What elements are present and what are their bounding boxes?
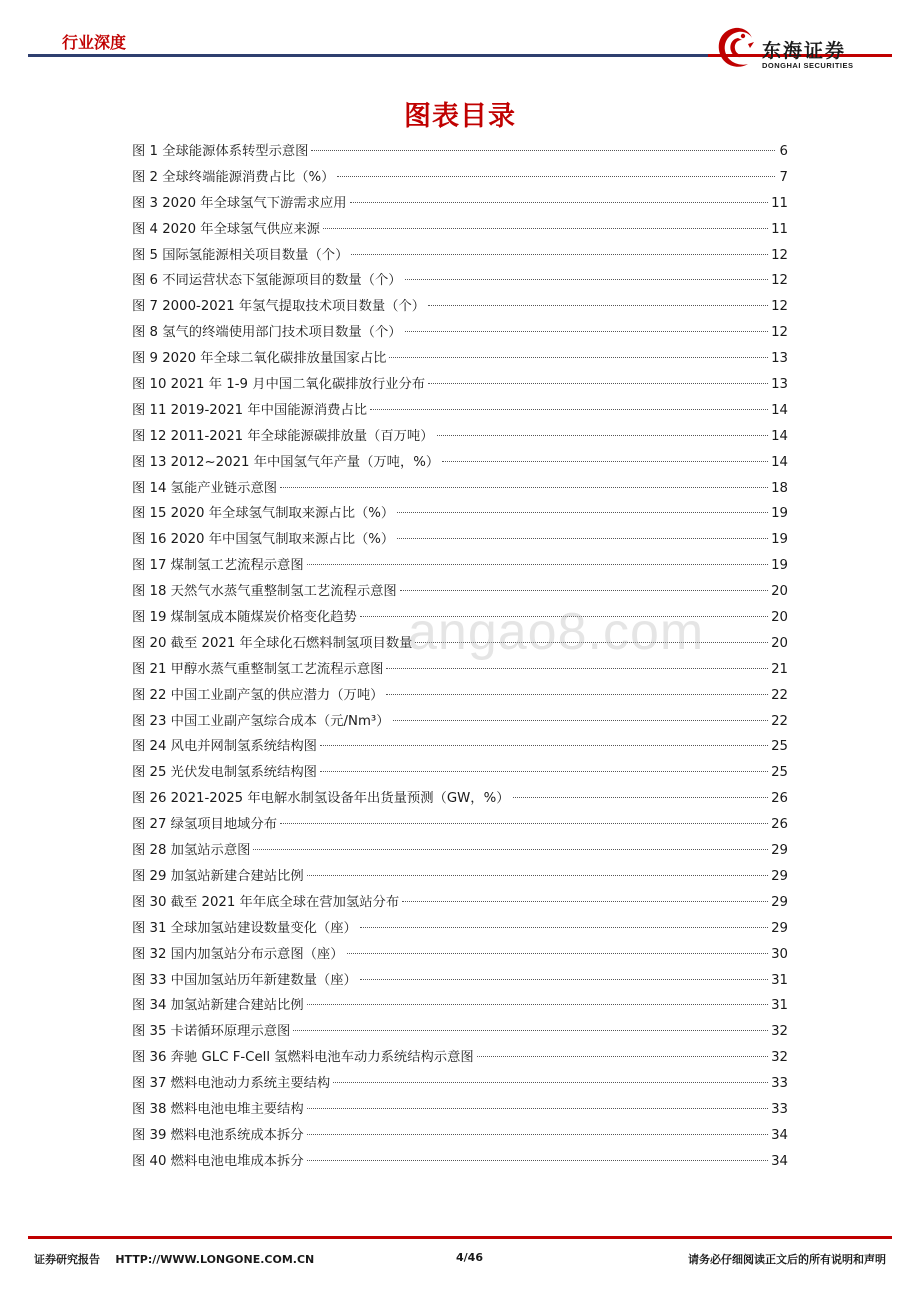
toc-entry-page[interactable]: 19 — [771, 532, 788, 548]
toc-entry-page[interactable]: 6 — [779, 144, 788, 159]
toc-dot-leader — [320, 771, 768, 772]
toc-entry[interactable] — [132, 865, 788, 891]
toc-dot-leader — [280, 487, 768, 488]
toc-dot-leader — [307, 875, 768, 876]
logo-chinese-name: 东海证券 — [762, 40, 847, 62]
toc-entry[interactable] — [132, 451, 788, 477]
toc-entry-page[interactable]: 18 — [771, 480, 788, 496]
toc-entry-label[interactable]: 图 28 加氢站示意图 — [132, 843, 251, 859]
toc-entry-page[interactable]: 33 — [771, 1101, 788, 1117]
toc-entry-page[interactable]: 29 — [771, 868, 788, 884]
toc-entry-label[interactable]: 图 16 2020 年中国氢气制取来源占比（%） — [132, 532, 395, 548]
company-logo — [712, 24, 892, 72]
toc-entry-page[interactable]: 14 — [771, 454, 788, 470]
toc-entry-label[interactable]: 图 35 卡诺循环原理示意图 — [132, 1024, 291, 1040]
toc-entry-page[interactable]: 33 — [771, 1076, 788, 1092]
toc-entry-page[interactable]: 25 — [771, 765, 788, 781]
toc-entry-label[interactable]: 图 22 中国工业副产氢的供应潜力（万吨） — [132, 687, 384, 703]
toc-dot-leader — [513, 797, 769, 798]
toc-entry[interactable] — [132, 580, 788, 606]
toc-dot-leader — [393, 720, 769, 721]
toc-entry[interactable] — [132, 969, 788, 995]
toc-dot-leader — [402, 901, 768, 902]
toc-dot-leader — [397, 538, 768, 539]
toc-entry[interactable] — [132, 917, 788, 943]
toc-entry-page[interactable]: 29 — [771, 843, 788, 859]
toc-entry-label[interactable]: 图 15 2020 年全球氢气制取来源占比（%） — [132, 506, 395, 522]
toc-entry-label[interactable]: 图 29 加氢站新建合建站比例 — [132, 868, 304, 884]
toc-entry-page[interactable]: 25 — [771, 739, 788, 755]
toc-entry-page[interactable]: 12 — [771, 247, 788, 263]
toc-entry[interactable] — [132, 684, 788, 710]
toc-entry[interactable] — [132, 813, 788, 839]
toc-dot-leader — [253, 849, 768, 850]
toc-dot-leader — [320, 745, 768, 746]
toc-dot-leader — [370, 409, 768, 410]
toc-entry-label[interactable]: 图 18 天然气水蒸气重整制氢工艺流程示意图 — [132, 584, 397, 600]
toc-entry-page[interactable]: 7 — [779, 169, 788, 185]
toc-entry-label[interactable]: 图 20 截至 2021 年全球化石燃料制氢项目数量 — [132, 635, 413, 651]
toc-entry-label[interactable]: 图 27 绿氢项目地域分布 — [132, 817, 278, 833]
toc-entry-label[interactable]: 图 6 不同运营状态下氢能源项目的数量（个） — [132, 273, 402, 289]
toc-entry-page[interactable]: 22 — [771, 687, 788, 703]
toc-dot-leader — [350, 202, 769, 203]
toc-entry-page[interactable]: 32 — [771, 1024, 788, 1040]
toc-entry-page[interactable]: 32 — [771, 1050, 788, 1066]
toc-entry-label[interactable]: 图 10 2021 年 1-9 月中国二氧化碳排放行业分布 — [132, 377, 426, 393]
logo-english-name: DONGHAI SECURITIES — [762, 61, 854, 70]
toc-dot-leader — [337, 176, 775, 177]
page-title: 图表目录 — [404, 101, 516, 132]
toc-entry[interactable] — [132, 295, 788, 321]
toc-entry[interactable] — [132, 218, 788, 244]
toc-dot-leader — [280, 823, 768, 824]
toc-dot-leader — [428, 305, 768, 306]
toc-entry[interactable] — [132, 321, 788, 347]
toc-entry-page[interactable]: 11 — [771, 221, 788, 237]
toc-entry-page[interactable]: 29 — [771, 920, 788, 936]
toc-entry-label[interactable]: 图 40 燃料电池电堆成本拆分 — [132, 1153, 304, 1169]
toc-entry[interactable] — [132, 477, 788, 503]
toc-entry-label[interactable]: 图 9 2020 年全球二氧化碳排放量国家占比 — [132, 351, 387, 367]
toc-dot-leader — [307, 1134, 768, 1135]
toc-entry[interactable] — [132, 140, 788, 166]
toc-dot-leader — [311, 150, 775, 151]
toc-entry-page[interactable]: 22 — [771, 713, 788, 729]
toc-entry-page[interactable]: 34 — [771, 1127, 788, 1143]
toc-entry-label[interactable]: 图 3 2020 年全球氢气下游需求应用 — [132, 195, 347, 211]
toc-entry-page[interactable]: 30 — [771, 946, 788, 962]
toc-entry-label[interactable]: 图 4 2020 年全球氢气供应来源 — [132, 221, 320, 237]
toc-dot-leader — [428, 383, 768, 384]
toc-dot-leader — [307, 564, 768, 565]
toc-entry-label[interactable]: 图 2 全球终端能源消费占比（%） — [132, 169, 335, 185]
toc-entry-label[interactable]: 图 32 国内加氢站分布示意图（座） — [132, 946, 344, 962]
toc-entry-label[interactable]: 图 7 2000-2021 年氢气提取技术项目数量（个） — [132, 299, 426, 315]
toc-entry-page[interactable]: 26 — [771, 817, 788, 833]
toc-dot-leader — [437, 435, 769, 436]
toc-dot-leader — [415, 642, 768, 643]
toc-entry[interactable] — [132, 710, 788, 736]
toc-entry-page[interactable]: 12 — [771, 325, 788, 341]
toc-entry-page[interactable]: 13 — [771, 377, 788, 393]
footer-report-site: 证券研究报告 HTTP://WWW.LONGONE.COM.CN — [34, 1253, 315, 1266]
toc-entry-page[interactable]: 21 — [771, 661, 788, 677]
toc-entry[interactable] — [132, 269, 788, 295]
toc-entry-label[interactable]: 图 26 2021-2025 年电解水制氢设备年出货量预测（GW，%） — [132, 791, 510, 807]
toc-entry-label[interactable]: 图 34 加氢站新建合建站比例 — [132, 998, 304, 1014]
toc-entry[interactable] — [132, 761, 788, 787]
toc-dot-leader — [405, 331, 769, 332]
toc-entry-label[interactable]: 图 12 2011-2021 年全球能源碳排放量（百万吨） — [132, 428, 434, 444]
toc-entry[interactable] — [132, 347, 788, 373]
toc-entry-page[interactable]: 19 — [771, 506, 788, 522]
toc-entry-label[interactable]: 图 13 2012~2021 年中国氢气年产量（万吨，%） — [132, 454, 440, 470]
toc-dot-leader — [360, 979, 768, 980]
toc-entry-page[interactable]: 34 — [771, 1153, 788, 1169]
toc-entry-label[interactable]: 图 11 2019-2021 年中国能源消费占比 — [132, 402, 368, 418]
toc-dot-leader — [333, 1082, 768, 1083]
toc-dot-leader — [386, 668, 768, 669]
toc-entry-label[interactable]: 图 31 全球加氢站建设数量变化（座） — [132, 920, 357, 936]
toc-entry[interactable] — [132, 891, 788, 917]
toc-entry[interactable] — [132, 632, 788, 658]
toc-entry-label[interactable]: 图 30 截至 2021 年年底全球在营加氢站分布 — [132, 894, 400, 910]
toc-entry[interactable] — [132, 787, 788, 813]
toc-entry-page[interactable]: 14 — [771, 402, 788, 418]
toc-entry-page[interactable]: 29 — [771, 894, 788, 910]
header-section-tag: 行业深度 — [62, 33, 127, 52]
toc-entry[interactable] — [132, 502, 788, 528]
toc-entry[interactable] — [132, 735, 788, 761]
footer-disclaimer: 请务必仔细阅读正文后的所有说明和声明 — [688, 1253, 886, 1266]
toc-entry-page[interactable]: 19 — [771, 558, 788, 574]
watermark: angao8.com — [408, 603, 705, 661]
toc-entry-page[interactable]: 20 — [771, 584, 788, 600]
toc-entry-label[interactable]: 图 38 燃料电池电堆主要结构 — [132, 1101, 304, 1117]
toc-entry[interactable] — [132, 166, 788, 192]
toc-entry-label[interactable]: 图 25 光伏发电制氢系统结构图 — [132, 765, 317, 781]
toc-entry[interactable] — [132, 658, 788, 684]
toc-entry[interactable] — [132, 192, 788, 218]
toc-entry-label[interactable]: 图 1 全球能源体系转型示意图 — [132, 144, 309, 159]
toc-entry[interactable] — [132, 528, 788, 554]
toc-entry[interactable] — [132, 373, 788, 399]
toc-entry-page[interactable]: 12 — [771, 299, 788, 315]
toc-dot-leader — [405, 279, 769, 280]
toc-entry-label[interactable]: 图 24 风电并网制氢系统结构图 — [132, 739, 317, 755]
toc-dot-leader — [307, 1160, 768, 1161]
page-number: 4/46 — [456, 1251, 483, 1264]
toc-entry-page[interactable]: 12 — [771, 273, 788, 289]
toc-entry-page[interactable]: 13 — [771, 351, 788, 367]
toc-entry-page[interactable]: 26 — [771, 791, 788, 807]
toc-entry[interactable] — [132, 994, 788, 1020]
figure-list — [132, 140, 788, 1176]
footer-rule — [28, 1236, 892, 1239]
toc-entry-page[interactable]: 20 — [771, 635, 788, 651]
dragon-logo-icon — [712, 24, 758, 72]
toc-dot-leader — [386, 694, 768, 695]
toc-entry-label[interactable]: 图 14 氢能产业链示意图 — [132, 480, 278, 496]
toc-dot-leader — [307, 1004, 768, 1005]
toc-entry[interactable] — [132, 399, 788, 425]
toc-entry-label[interactable]: 图 39 燃料电池系统成本拆分 — [132, 1127, 304, 1143]
toc-entry[interactable] — [132, 943, 788, 969]
toc-entry-label[interactable]: 图 33 中国加氢站历年新建数量（座） — [132, 972, 357, 988]
toc-entry-page[interactable]: 31 — [771, 998, 788, 1014]
toc-entry-label[interactable]: 图 8 氢气的终端使用部门技术项目数量（个） — [132, 325, 402, 341]
toc-entry[interactable] — [132, 1046, 788, 1072]
toc-entry[interactable] — [132, 425, 788, 451]
toc-entry[interactable] — [132, 839, 788, 865]
toc-dot-leader — [477, 1056, 768, 1057]
toc-entry-label[interactable]: 图 5 国际氢能源相关项目数量（个） — [132, 247, 349, 263]
toc-entry[interactable] — [132, 554, 788, 580]
toc-dot-leader — [389, 357, 768, 358]
toc-entry[interactable] — [132, 1072, 788, 1098]
toc-entry-label[interactable]: 图 36 奔驰 GLC F-Cell 氢燃料电池车动力系统结构示意图 — [132, 1050, 474, 1066]
toc-dot-leader — [400, 590, 768, 591]
toc-entry-label[interactable]: 图 37 燃料电池动力系统主要结构 — [132, 1076, 331, 1092]
toc-dot-leader — [360, 616, 768, 617]
toc-entry[interactable] — [132, 1124, 788, 1150]
toc-entry-label[interactable]: 图 23 中国工业副产氢综合成本（元/Nm³） — [132, 713, 390, 729]
toc-entry-label[interactable]: 图 17 煤制氢工艺流程示意图 — [132, 558, 304, 574]
header-rule — [28, 54, 708, 57]
toc-entry[interactable] — [132, 1020, 788, 1046]
toc-dot-leader — [307, 1108, 768, 1109]
toc-entry-page[interactable]: 14 — [771, 428, 788, 444]
toc-entry[interactable] — [132, 1150, 788, 1176]
toc-entry-page[interactable]: 11 — [771, 195, 788, 211]
toc-dot-leader — [360, 927, 768, 928]
toc-entry-label[interactable]: 图 21 甲醇水蒸气重整制氢工艺流程示意图 — [132, 661, 384, 677]
toc-entry-page[interactable]: 31 — [771, 972, 788, 988]
toc-dot-leader — [323, 228, 768, 229]
toc-dot-leader — [442, 461, 768, 462]
toc-entry[interactable] — [132, 1098, 788, 1124]
toc-dot-leader — [351, 254, 768, 255]
toc-entry[interactable] — [132, 606, 788, 632]
toc-dot-leader — [347, 953, 769, 954]
toc-entry-page[interactable]: 20 — [771, 610, 788, 626]
toc-entry[interactable] — [132, 244, 788, 270]
toc-dot-leader — [397, 512, 768, 513]
toc-dot-leader — [293, 1030, 768, 1031]
toc-entry-label[interactable]: 图 19 煤制氢成本随煤炭价格变化趋势 — [132, 610, 357, 626]
